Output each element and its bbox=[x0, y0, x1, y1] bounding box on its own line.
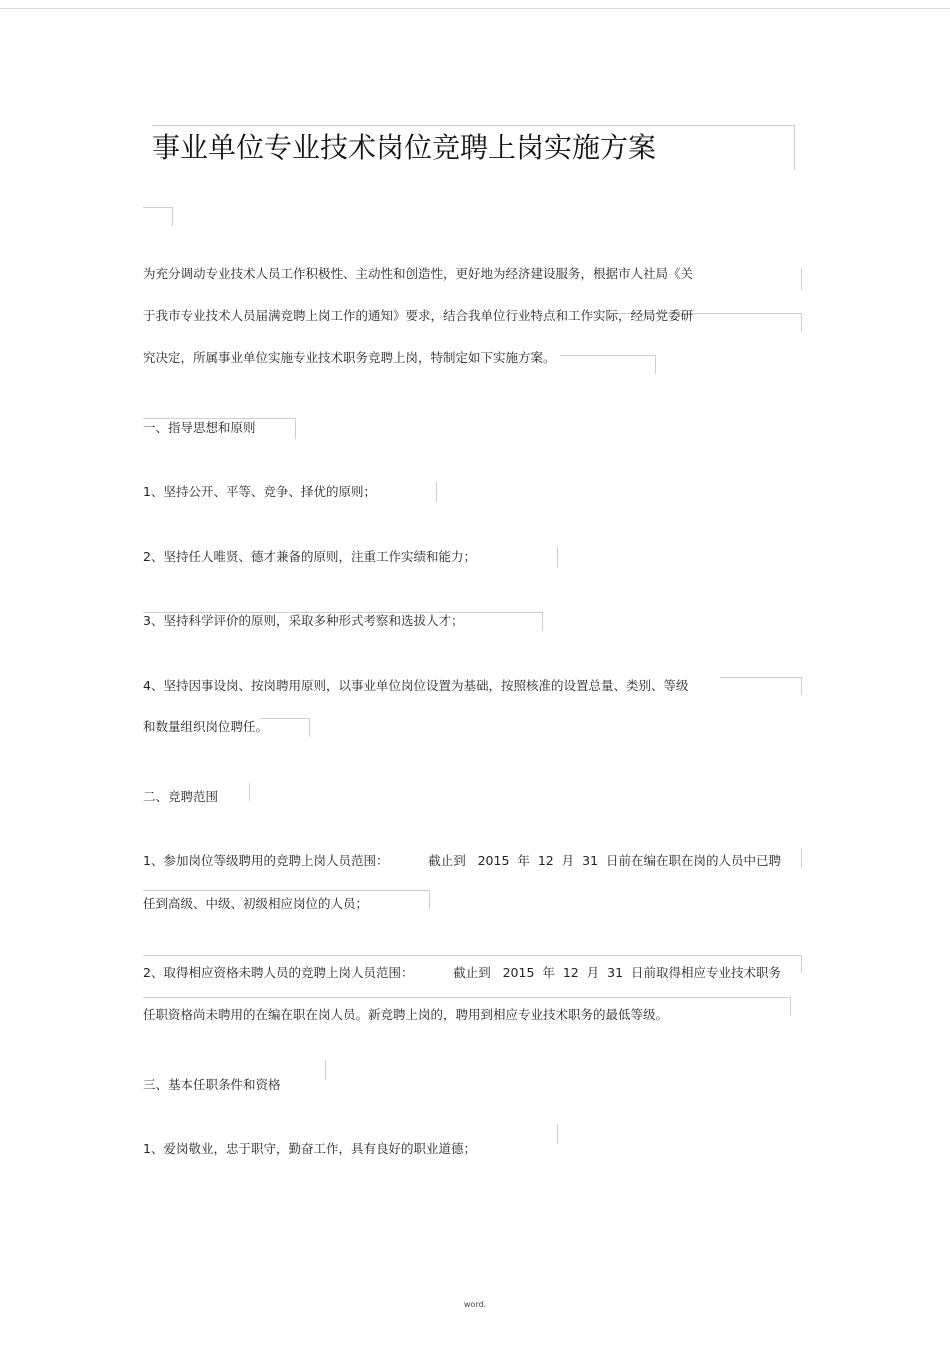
scope-2-cont: 任职资格尚未聘用的在编在职在岗人员。新竞聘上岗的，聘用到相应专业技术职务的最低等级。 bbox=[143, 1007, 669, 1022]
section-heading-2: 二、竞聘范围 bbox=[143, 789, 219, 804]
scope-2: 2、取得相应资格未聘人员的竞聘上岗人员范围： 截止到 2015 年 12 月 31 日前取得相应专业技术职务 bbox=[143, 965, 781, 980]
page-footer: word. bbox=[463, 1300, 487, 1309]
scope-1: 1、参加岗位等级聘用的竞聘上岗人员范围： 截止到 2015 年 12 月 31 日前在编在职在岗的人员中已聘 bbox=[143, 853, 781, 868]
principle-2: 2、坚持任人唯贤、德才兼备的原则，注重工作实绩和能力； bbox=[143, 549, 476, 564]
intro-line-1: 为充分调动专业技术人员工作积极性、主动性和创造性，更好地为经济建设服务，根据市人社局《关 bbox=[143, 266, 694, 281]
artifact-cond-1 bbox=[557, 1124, 558, 1144]
condition-1: 1、爱岗敬业，忠于职守，勤奋工作，具有良好的职业道德； bbox=[143, 1141, 476, 1156]
artifact-line-1 bbox=[801, 268, 802, 290]
artifact-heading-3 bbox=[325, 1060, 326, 1080]
artifact-item-1 bbox=[436, 482, 437, 502]
principle-1: 1、坚持公开、平等、竞争、择优的原则； bbox=[143, 484, 376, 499]
document-title: 事业单位专业技术岗位竞聘上岗实施方案 bbox=[152, 131, 657, 164]
artifact-scope-1 bbox=[801, 848, 802, 868]
principle-4: 4、坚持因事设岗、按岗聘用原则，以事业单位岗位设置为基础，按照核准的设置总量、类别、等级 bbox=[143, 678, 689, 693]
artifact-small-box bbox=[143, 207, 173, 226]
principle-3: 3、坚持科学评价的原则，采取多种形式考察和选拔人才； bbox=[143, 613, 464, 628]
intro-line-2: 于我市专业技术人员届满竞聘上岗工作的通知》要求，结合我单位行业特点和工作实际，经局党委研 bbox=[143, 308, 694, 323]
artifact-item-2 bbox=[557, 547, 558, 567]
artifact-line-3 bbox=[560, 355, 656, 374]
principle-4-cont: 和数量组织岗位聘任。 bbox=[143, 719, 269, 734]
page-top-rule bbox=[0, 8, 950, 9]
artifact-item-4 bbox=[720, 677, 802, 695]
section-heading-1: 一、指导思想和原则 bbox=[143, 420, 256, 435]
artifact-heading-2 bbox=[249, 783, 250, 801]
section-heading-3: 三、基本任职条件和资格 bbox=[143, 1077, 281, 1092]
intro-line-3: 究决定，所属事业单位实施专业技术职务竞聘上岗，特制定如下实施方案。 bbox=[143, 350, 556, 365]
scope-1-cont: 任到高级、中级、初级相应岗位的人员； bbox=[143, 896, 369, 911]
